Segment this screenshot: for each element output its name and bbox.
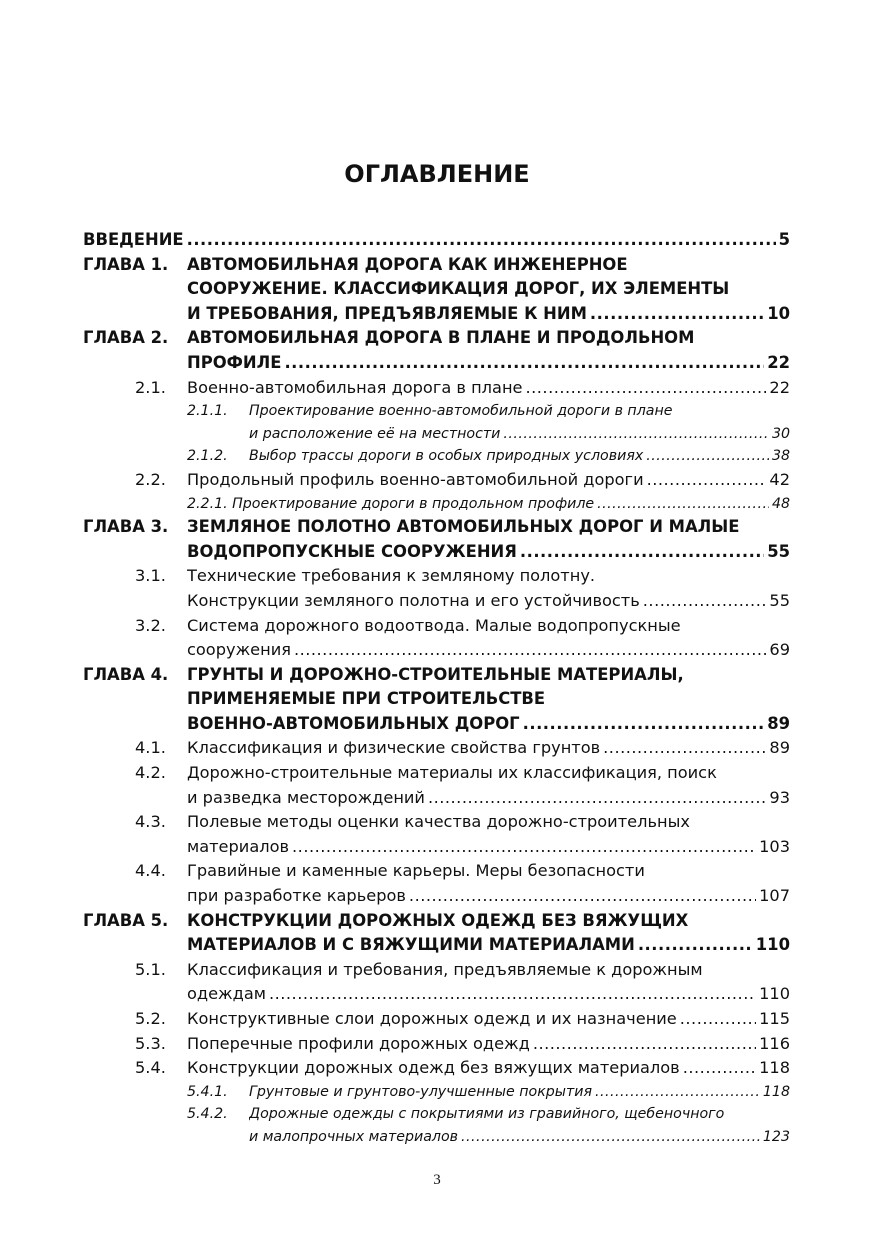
toc-line <box>0 958 874 983</box>
toc-line <box>0 589 874 614</box>
toc-entry-number: 5.2. <box>135 1009 166 1028</box>
toc-page-number: 118 <box>759 1058 790 1078</box>
toc-leader-line <box>249 1081 790 1104</box>
dot-leader <box>643 589 767 614</box>
toc-entry-title: Конструкции дорожных одежд без вяжущих материалов <box>187 1058 680 1078</box>
dot-leader <box>461 1126 760 1149</box>
toc-leader-line <box>187 302 790 327</box>
toc-entry-title: И ТРЕБОВАНИЯ, ПРЕДЪЯВЛЯЕМЫЕ К НИМ <box>187 303 587 323</box>
toc-entry-number: ГЛАВА 4. <box>83 664 169 684</box>
toc-line <box>0 810 874 835</box>
toc-entry-title: Классификация и требования, предъявляемые к дорожным <box>187 959 703 979</box>
toc-page-number: 118 <box>762 1083 790 1100</box>
toc-entry-number: 2.1.2. <box>187 448 228 465</box>
toc-entry <box>0 376 874 401</box>
toc-entry <box>0 228 874 253</box>
toc-line <box>0 1056 874 1081</box>
dot-leader <box>187 228 776 253</box>
dot-leader <box>503 423 769 446</box>
toc-entry-number: 2.1. <box>135 377 166 397</box>
toc-page-number: 115 <box>759 1009 790 1028</box>
toc-leader-line <box>187 493 790 516</box>
dot-leader <box>520 540 764 565</box>
toc-entry <box>0 564 874 613</box>
toc-page-number: 93 <box>769 787 790 807</box>
toc-entry-number: 2.1.1. <box>187 403 228 420</box>
toc-entry-number: 4.1. <box>135 738 166 758</box>
toc-leader-line <box>83 228 790 253</box>
toc-entry-number: 4.4. <box>135 861 166 881</box>
toc-entry <box>0 1032 874 1057</box>
toc-entry-title: Полевые методы оценки качества дорожно-строительных <box>187 812 690 832</box>
toc-entry-title: ВВЕДЕНИЕ <box>83 230 184 249</box>
toc-entry <box>0 663 874 737</box>
toc-line <box>0 835 874 860</box>
toc-entry-number: 4.3. <box>135 812 166 832</box>
toc-entry <box>0 400 874 445</box>
dot-leader <box>647 468 767 493</box>
toc-page-number: 110 <box>755 935 790 955</box>
toc-entry-title: одеждам <box>187 984 266 1004</box>
dot-leader <box>269 982 756 1007</box>
table-of-contents <box>0 228 874 1149</box>
toc-entry-number: ГЛАВА 1. <box>83 254 169 274</box>
toc-line <box>0 423 874 446</box>
toc-entry-title: материалов <box>187 836 290 856</box>
toc-page-number: 103 <box>759 836 790 856</box>
toc-line <box>0 884 874 909</box>
toc-entry <box>0 736 874 761</box>
toc-entry <box>0 1007 874 1032</box>
toc-entry-number: 3.1. <box>135 566 166 586</box>
toc-line <box>0 1103 874 1126</box>
toc-leader-line <box>187 1007 790 1032</box>
toc-page-number: 116 <box>759 1033 790 1053</box>
toc-page-number: 22 <box>767 352 790 372</box>
toc-entry-number: ГЛАВА 5. <box>83 910 169 930</box>
toc-entry-title: Продольный профиль военно-автомобильной дороги <box>187 469 644 489</box>
toc-leader-line <box>249 445 790 468</box>
toc-entry <box>0 1103 874 1148</box>
toc-line <box>0 736 874 761</box>
toc-entry-title: Технические требования к земляному полотну. <box>187 566 596 586</box>
toc-line <box>0 1032 874 1057</box>
toc-leader-line <box>249 423 790 446</box>
toc-leader-line <box>187 1056 790 1081</box>
toc-entry-title: Грунтовые и грунтово-улучшенные покрытия <box>249 1083 592 1100</box>
toc-leader-line <box>187 638 790 663</box>
toc-line <box>0 326 874 351</box>
toc-entry-title: сооружения <box>187 640 291 660</box>
toc-line <box>0 228 874 253</box>
toc-entry-title: ЗЕМЛЯНОЕ ПОЛОТНО АВТОМОБИЛЬНЫХ ДОРОГ И МАЛЫЕ <box>187 517 740 537</box>
dot-leader <box>597 493 769 516</box>
toc-leader-line <box>187 933 790 958</box>
toc-entry-title: Военно-автомобильная дорога в плане <box>187 377 523 397</box>
dot-leader <box>294 638 766 663</box>
dot-leader <box>638 933 753 958</box>
toc-entry <box>0 493 874 516</box>
toc-line <box>0 351 874 376</box>
dot-leader <box>428 786 766 811</box>
dot-leader <box>603 736 766 761</box>
toc-entry <box>0 253 874 327</box>
toc-page-number: 123 <box>762 1128 790 1145</box>
toc-entry-number: 5.4.2. <box>187 1106 228 1123</box>
dot-leader <box>409 884 756 909</box>
toc-leader-line <box>187 786 790 811</box>
toc-page-number: 38 <box>771 448 790 465</box>
toc-entry-title: АВТОМОБИЛЬНАЯ ДОРОГА В ПЛАНЕ И ПРОДОЛЬНОМ <box>187 328 695 348</box>
toc-line <box>0 277 874 302</box>
toc-line <box>0 638 874 663</box>
dot-leader <box>292 835 756 860</box>
dot-leader <box>284 351 764 376</box>
toc-page-number: 30 <box>771 425 790 442</box>
toc-leader-line <box>187 589 790 614</box>
toc-leader-line <box>187 835 790 860</box>
toc-entry-title: Конструкции земляного полотна и его устойчивость <box>187 590 640 610</box>
toc-line <box>0 1126 874 1149</box>
toc-entry <box>0 445 874 468</box>
page-number: 3 <box>433 1172 441 1188</box>
toc-entry-number: ГЛАВА 3. <box>83 517 169 537</box>
dot-leader <box>683 1056 756 1081</box>
toc-entry-title: Проектирование военно-автомобильной дороги в плане <box>249 403 673 420</box>
toc-line <box>0 540 874 565</box>
toc-page-number: 5 <box>778 230 790 249</box>
toc-page-number: 89 <box>767 713 790 733</box>
toc-entry <box>0 1081 874 1104</box>
toc-entry-title: и разведка месторождений <box>187 787 425 807</box>
toc-line <box>0 663 874 688</box>
toc-entry-title: 2.2.1. Проектирование дороги в продольном профиле <box>187 495 595 512</box>
toc-leader-line <box>249 1126 790 1149</box>
toc-line <box>0 564 874 589</box>
toc-entry-title: Система дорожного водоотвода. Малые водопропускные <box>187 615 681 635</box>
toc-leader-line <box>187 376 790 401</box>
dot-leader <box>590 302 764 327</box>
toc-entry-title: МАТЕРИАЛОВ И С ВЯЖУЩИМИ МАТЕРИАЛАМИ <box>187 935 635 955</box>
toc-line <box>0 761 874 786</box>
toc-entry <box>0 614 874 663</box>
toc-entry-title: Классификация и физические свойства грунтов <box>187 738 601 758</box>
toc-entry-title: Дорожно-строительные материалы их классификация, поиск <box>187 763 717 783</box>
toc-page-number: 10 <box>767 303 790 323</box>
toc-leader-line <box>187 351 790 376</box>
toc-entry <box>0 859 874 908</box>
toc-leader-line <box>187 1032 790 1057</box>
toc-leader-line <box>187 468 790 493</box>
toc-entry-title: при разработке карьеров <box>187 886 406 906</box>
toc-line <box>0 445 874 468</box>
toc-entry-title: КОНСТРУКЦИИ ДОРОЖНЫХ ОДЕЖД БЕЗ ВЯЖУЩИХ <box>187 910 689 930</box>
dot-leader <box>646 445 769 468</box>
toc-page-number: 55 <box>769 590 790 610</box>
toc-line <box>0 687 874 712</box>
toc-entry <box>0 468 874 493</box>
toc-line <box>0 859 874 884</box>
toc-page-number: 107 <box>759 886 790 906</box>
toc-line <box>0 400 874 423</box>
dot-leader <box>526 376 767 401</box>
toc-page-number: 22 <box>769 377 790 397</box>
toc-line <box>0 1081 874 1104</box>
toc-entry <box>0 1056 874 1081</box>
toc-line <box>0 515 874 540</box>
toc-entry-number: 3.2. <box>135 615 166 635</box>
toc-entry-title: Гравийные и каменные карьеры. Меры безопасности <box>187 861 645 881</box>
toc-line <box>0 933 874 958</box>
toc-entry-number: 5.1. <box>135 959 166 979</box>
toc-entry-title: АВТОМОБИЛЬНАЯ ДОРОГА КАК ИНЖЕНЕРНОЕ <box>187 254 628 274</box>
toc-page-number: 89 <box>769 738 790 758</box>
toc-leader-line <box>187 712 790 737</box>
page-title: ОГЛАВЛЕНИЕ <box>344 160 530 188</box>
toc-entry-title: Выбор трассы дороги в особых природных условиях <box>249 448 644 465</box>
toc-leader-line <box>187 736 790 761</box>
toc-entry <box>0 515 874 564</box>
toc-entry <box>0 958 874 1007</box>
toc-entry-number: 2.2. <box>135 469 166 489</box>
toc-line <box>0 468 874 493</box>
toc-entry-title: ВОДОПРОПУСКНЫЕ СООРУЖЕНИЯ <box>187 541 517 561</box>
toc-entry-number: 5.4. <box>135 1058 166 1078</box>
toc-entry <box>0 761 874 810</box>
toc-leader-line <box>187 884 790 909</box>
toc-entry <box>0 326 874 375</box>
toc-leader-line <box>187 982 790 1007</box>
toc-entry-number: ГЛАВА 2. <box>83 328 169 348</box>
toc-line <box>0 786 874 811</box>
toc-line <box>0 302 874 327</box>
toc-line <box>0 376 874 401</box>
toc-entry-title: Конструктивные слои дорожных одежд и их назначение <box>187 1009 677 1028</box>
toc-line <box>0 253 874 278</box>
toc-entry <box>0 909 874 958</box>
toc-entry-title: ВОЕННО-АВТОМОБИЛЬНЫХ ДОРОГ <box>187 713 520 733</box>
dot-leader <box>680 1007 756 1032</box>
toc-line <box>0 614 874 639</box>
toc-page-number: 48 <box>771 495 790 512</box>
toc-page-number: 69 <box>769 640 790 660</box>
toc-entry-title: ПРОФИЛЕ <box>187 352 282 372</box>
toc-page-number: 110 <box>759 984 790 1004</box>
toc-entry-title: ГРУНТЫ И ДОРОЖНО-СТРОИТЕЛЬНЫЕ МАТЕРИАЛЫ, <box>187 664 684 684</box>
toc-entry-title: и расположение её на местности <box>249 425 501 442</box>
dot-leader <box>523 712 765 737</box>
toc-entry-title: и малопрочных материалов <box>249 1128 459 1145</box>
toc-entry-title: СООРУЖЕНИЕ. КЛАССИФИКАЦИЯ ДОРОГ, ИХ ЭЛЕМЕНТЫ <box>187 279 730 299</box>
toc-entry-number: 4.2. <box>135 763 166 783</box>
toc-entry-number: 5.4.1. <box>187 1083 228 1100</box>
toc-entry-number: 5.3. <box>135 1033 166 1053</box>
dot-leader <box>533 1032 756 1057</box>
toc-entry-title: Поперечные профили дорожных одежд <box>187 1033 530 1053</box>
toc-line <box>0 1007 874 1032</box>
toc-page-number: 55 <box>767 541 790 561</box>
toc-line <box>0 982 874 1007</box>
toc-page-number: 42 <box>769 469 790 489</box>
toc-entry-title: ПРИМЕНЯЕМЫЕ ПРИ СТРОИТЕЛЬСТВЕ <box>187 689 546 709</box>
dot-leader <box>595 1081 760 1104</box>
toc-leader-line <box>187 540 790 565</box>
toc-line <box>0 493 874 516</box>
toc-entry <box>0 810 874 859</box>
toc-line <box>0 712 874 737</box>
toc-line <box>0 909 874 934</box>
toc-entry-title: Дорожные одежды с покрытиями из гравийного, щебеночного <box>249 1106 725 1123</box>
